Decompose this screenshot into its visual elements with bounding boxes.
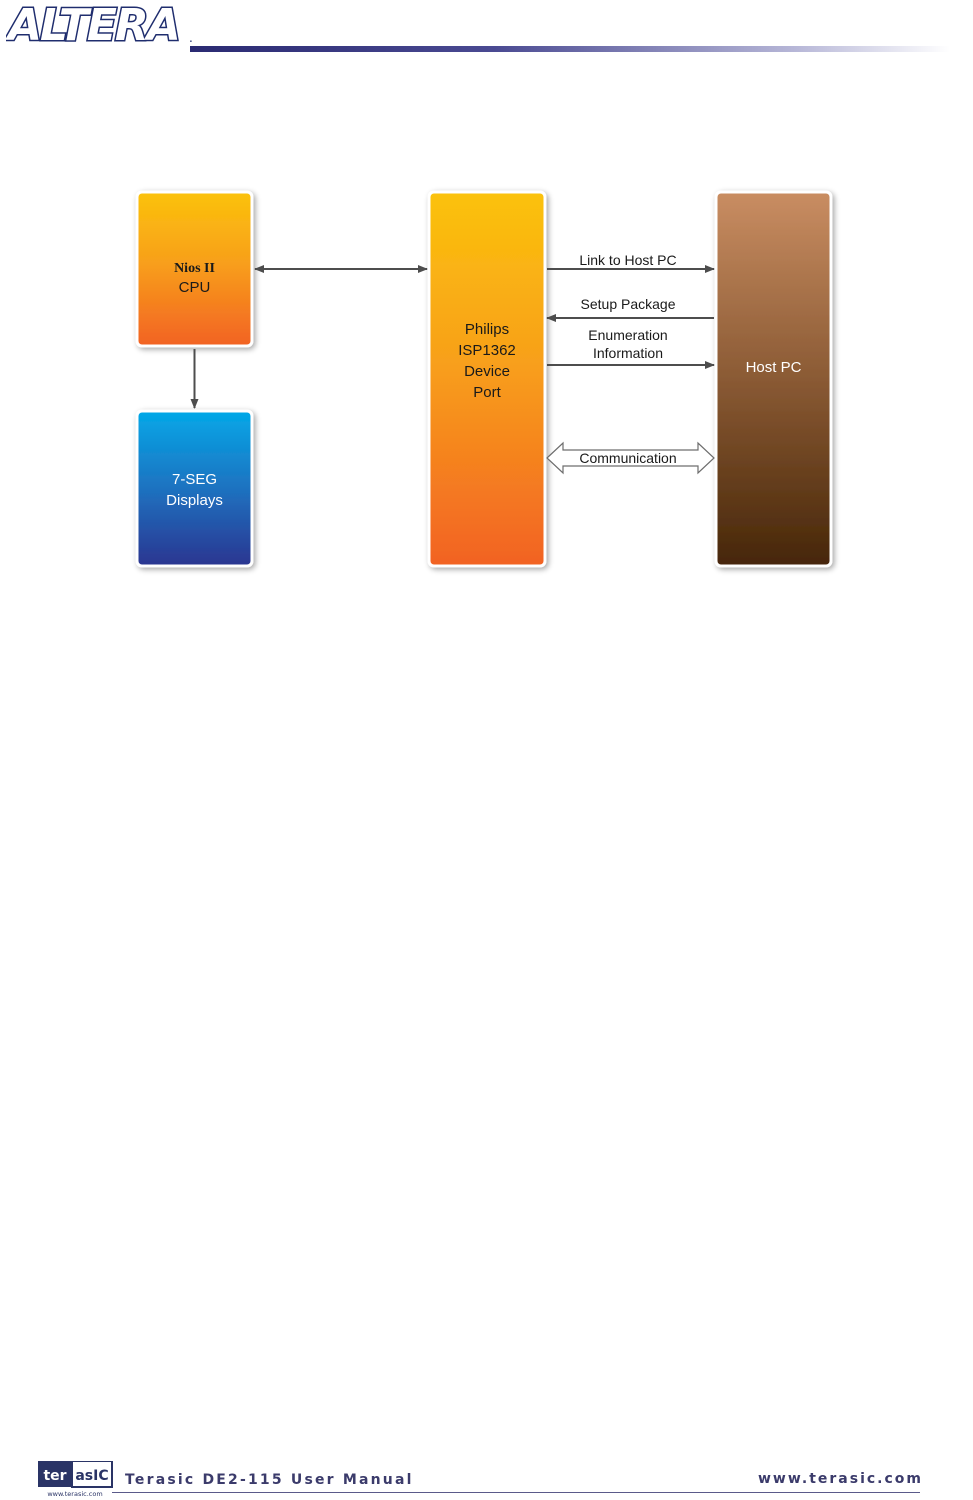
communication-label: Communication — [579, 450, 677, 466]
website-url: www.terasic.com — [757, 1471, 923, 1487]
isp1362-block — [429, 192, 545, 566]
nios-cpu-subtitle: CPU — [178, 279, 211, 296]
enum-label-line2: Information — [592, 345, 664, 361]
isp1362-line1: Philips — [464, 321, 510, 338]
enum-label-line1: Enumeration — [588, 327, 668, 343]
terasic-logo-left: ter — [43, 1468, 67, 1484]
altera-logo-mark: . — [189, 31, 193, 45]
terasic-logo-right: asIC — [75, 1468, 109, 1484]
host-pc-block — [716, 192, 831, 566]
seven-seg-line2: Displays — [166, 492, 223, 509]
page-footer — [0, 1455, 973, 1500]
nios-cpu-title: Nios II — [174, 261, 215, 276]
seven-seg-block — [137, 411, 252, 566]
terasic-logo-url: www.terasic.com — [47, 1490, 103, 1498]
isp1362-line2: ISP1362 — [458, 342, 516, 359]
isp1362-line4: Port — [473, 384, 501, 401]
manual-title: Terasic DE2-115 User Manual — [125, 1472, 414, 1488]
usb-device-block-diagram — [0, 0, 973, 620]
setup-label: Setup Package — [580, 296, 676, 312]
terasic-logo — [38, 1461, 114, 1499]
altera-logo-text: ALTERA — [8, 0, 179, 48]
host-pc-label: Host PC — [745, 359, 802, 376]
nios-cpu-block — [137, 192, 252, 346]
isp1362-line3: Device — [464, 363, 510, 380]
link-label: Link to Host PC — [579, 252, 677, 268]
footer-rule — [112, 1492, 920, 1493]
seven-seg-line1: 7-SEG — [171, 471, 218, 488]
